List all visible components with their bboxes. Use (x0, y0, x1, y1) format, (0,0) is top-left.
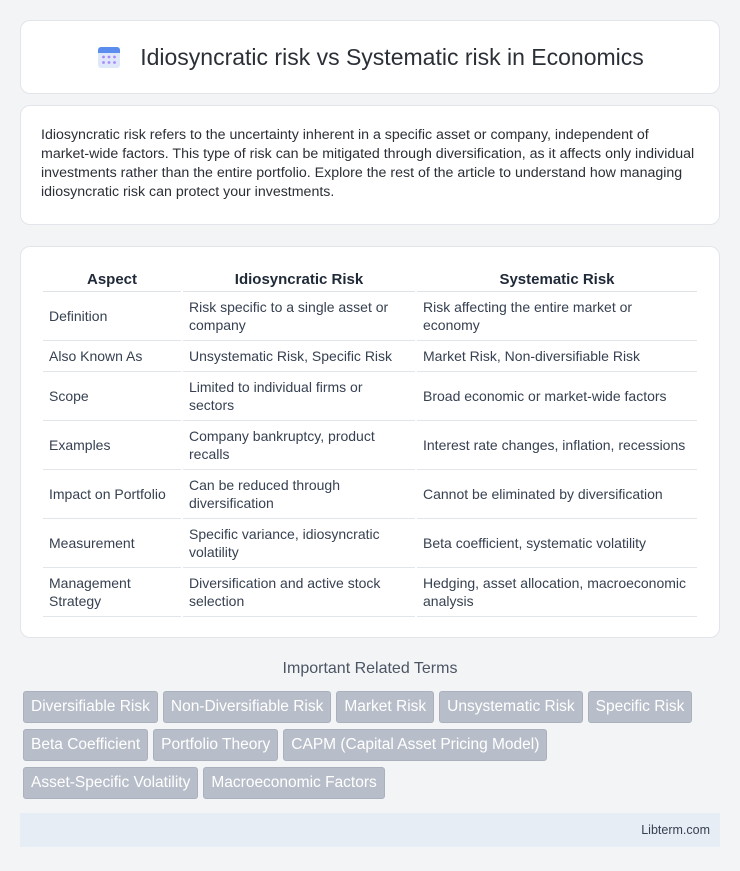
cell-systematic: Hedging, asset allocation, macroeconomic analysis (417, 568, 697, 617)
comparison-card (20, 246, 720, 638)
tag-portfolio-theory[interactable]: Portfolio Theory (153, 729, 278, 761)
cell-idiosyncratic: Can be reduced through diversification (183, 470, 415, 519)
table-row (43, 421, 697, 470)
header-aspect: Aspect (43, 267, 181, 292)
cell-aspect: Examples (43, 421, 181, 470)
tag-specific-risk[interactable]: Specific Risk (588, 691, 693, 723)
page-header (20, 20, 720, 94)
table-row (43, 519, 697, 568)
tag-beta-coefficient[interactable]: Beta Coefficient (23, 729, 148, 761)
table-row (43, 292, 697, 341)
cell-systematic: Broad economic or market-wide factors (417, 372, 697, 421)
cell-aspect: Impact on Portfolio (43, 470, 181, 519)
cell-systematic: Market Risk, Non-diversifiable Risk (417, 341, 697, 372)
cell-aspect: Also Known As (43, 341, 181, 372)
related-terms-section (20, 660, 720, 799)
related-terms-tags (20, 691, 720, 799)
cell-idiosyncratic: Diversification and active stock selection (183, 568, 415, 617)
table-row (43, 568, 697, 617)
tag-market-risk[interactable]: Market Risk (336, 691, 434, 723)
cell-aspect: Definition (43, 292, 181, 341)
cell-idiosyncratic: Unsystematic Risk, Specific Risk (183, 341, 415, 372)
cell-systematic: Risk affecting the entire market or economy (417, 292, 697, 341)
cell-systematic: Beta coefficient, systematic volatility (417, 519, 697, 568)
tag-non-diversifiable-risk[interactable]: Non-Diversifiable Risk (163, 691, 331, 723)
intro-text: Idiosyncratic risk refers to the uncertainty inherent in a specific asset or company, independent of market-wide factors. This type of risk can be mitigated through diversification, as it affects only individual investments rather than the entire portfolio. Explore the rest of the article to understand how managing idiosyncratic risk can protect your investments. (41, 127, 695, 200)
cell-idiosyncratic: Specific variance, idiosyncratic volatility (183, 519, 415, 568)
tag-unsystematic-risk[interactable]: Unsystematic Risk (439, 691, 582, 723)
cell-aspect: Measurement (43, 519, 181, 568)
tag-capm[interactable]: CAPM (Capital Asset Pricing Model) (283, 729, 547, 761)
comparison-table (41, 267, 699, 617)
header-idiosyncratic: Idiosyncratic Risk (183, 267, 415, 292)
related-terms-title: Important Related Terms (282, 660, 458, 677)
table-row (43, 372, 697, 421)
cell-systematic: Cannot be eliminated by diversification (417, 470, 697, 519)
table-row (43, 341, 697, 372)
tag-diversifiable-risk[interactable]: Diversifiable Risk (23, 691, 158, 723)
cell-idiosyncratic: Company bankruptcy, product recalls (183, 421, 415, 470)
intro-card (20, 105, 720, 225)
footer (20, 813, 720, 847)
page-title: Idiosyncratic risk vs Systematic risk in Economics (140, 43, 644, 70)
cell-systematic: Interest rate changes, inflation, recessions (417, 421, 697, 470)
cell-aspect: Management Strategy (43, 568, 181, 617)
table-row (43, 470, 697, 519)
tag-asset-specific-volatility[interactable]: Asset-Specific Volatility (23, 767, 198, 799)
tag-macroeconomic-factors[interactable]: Macroeconomic Factors (203, 767, 384, 799)
cell-idiosyncratic: Risk specific to a single asset or company (183, 292, 415, 341)
cell-idiosyncratic: Limited to individual firms or sectors (183, 372, 415, 421)
cell-aspect: Scope (43, 372, 181, 421)
calendar-icon (96, 44, 122, 70)
table-header-row (43, 267, 697, 292)
footer-site-link[interactable]: Libterm.com (641, 823, 710, 837)
header-systematic: Systematic Risk (417, 267, 697, 292)
